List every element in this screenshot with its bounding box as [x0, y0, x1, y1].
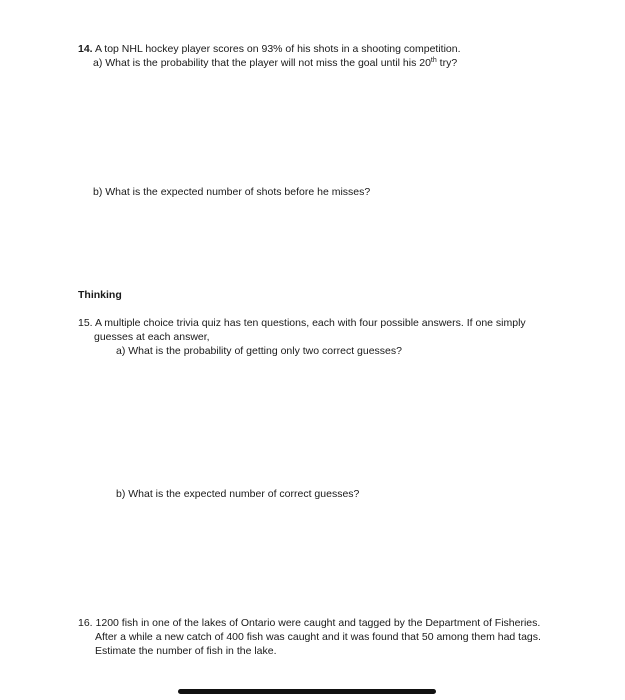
q15-part-b: b) What is the expected number of correct guesses?: [116, 488, 360, 500]
q14-number: 14.: [78, 43, 93, 55]
q15-stem-line2: guesses at each answer,: [94, 331, 210, 343]
q14-stem-text: A top NHL hockey player scores on 93% of his shots in a shooting competition.: [94, 43, 461, 55]
q15-number: 15.: [78, 317, 93, 329]
q14-part-a-suffix: try?: [436, 57, 458, 69]
section-heading-thinking: Thinking: [78, 289, 122, 301]
q14-part-a: [93, 57, 457, 71]
q16-line3: Estimate the number of fish in the lake.: [95, 645, 277, 657]
q14-stem: [78, 43, 461, 57]
q16-line1: [78, 617, 540, 631]
q15-part-a: a) What is the probability of getting only two correct guesses?: [116, 345, 402, 357]
q14-part-a-superscript: th: [430, 57, 437, 64]
q16-number: 16.: [78, 617, 93, 629]
home-indicator-bar[interactable]: [178, 689, 436, 694]
q15-stem-text: A multiple choice trivia quiz has ten questions, each with four possible answers. If one simply: [94, 317, 526, 329]
q16-line2: After a while a new catch of 400 fish was caught and it was found that 50 among them had tags.: [95, 631, 541, 643]
q14-part-b: b) What is the expected number of shots before he misses?: [93, 186, 371, 198]
q14-part-a-text: a) What is the probability that the player will not miss the goal until his 20: [93, 57, 431, 69]
q16-text-line1: 1200 fish in one of the lakes of Ontario were caught and tagged by the Department of Fisheries.: [95, 617, 541, 629]
q15-stem-line1: [78, 317, 526, 331]
